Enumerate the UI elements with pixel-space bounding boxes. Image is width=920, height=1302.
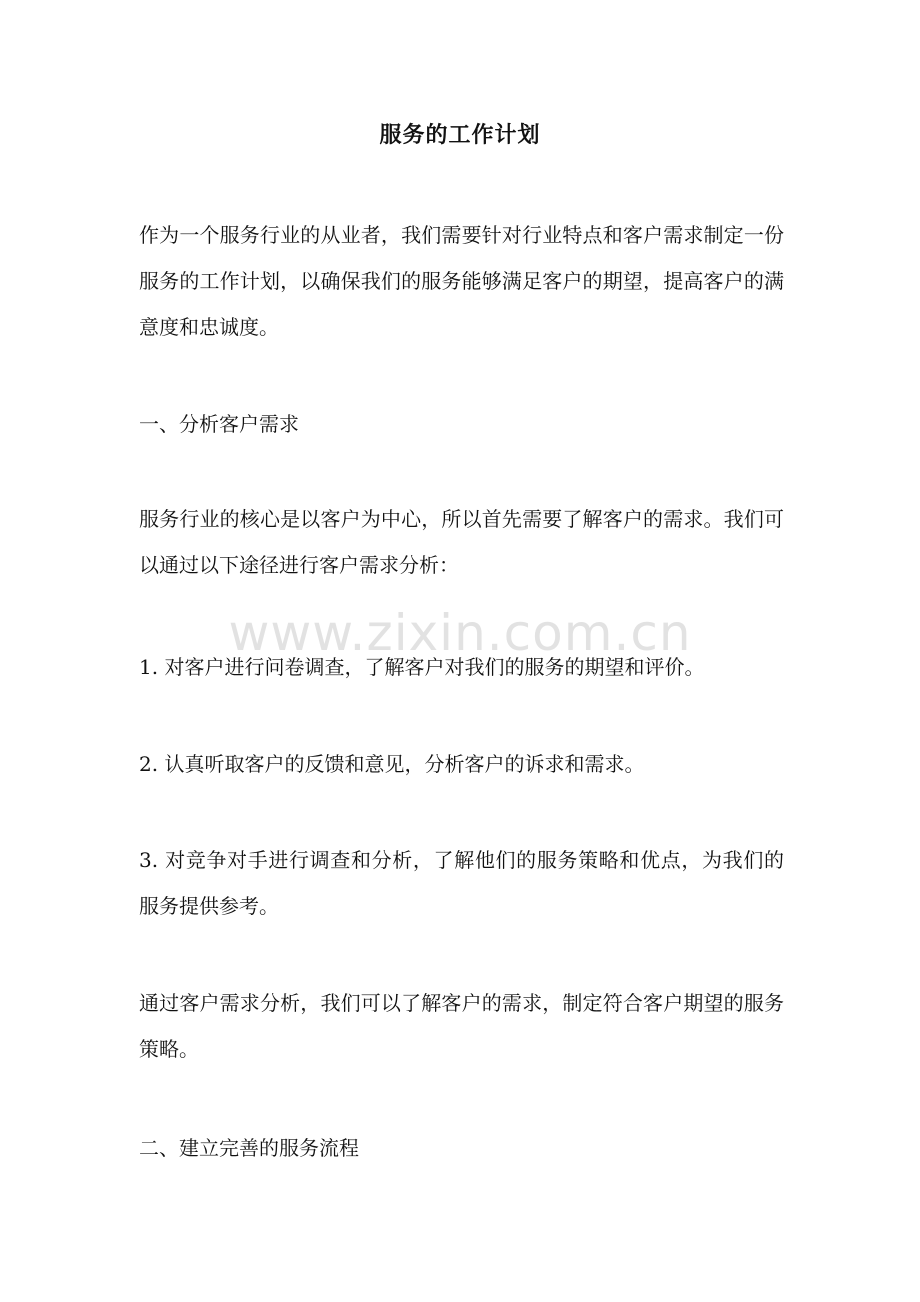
section-1-paragraph: 服务行业的核心是以客户为中心，所以首先需要了解客户的需求。我们可以通过以下途径进行客户需求分析： (139, 507, 784, 577)
summary-paragraph: 通过客户需求分析，我们可以了解客户的需求，制定符合客户期望的服务策略。 (139, 991, 784, 1061)
list-item-2: 2. 认真听取客户的反馈和意见，分析客户的诉求和需求。 (139, 752, 645, 776)
list-item-1: 1. 对客户进行问卷调查，了解客户对我们的服务的期望和评价。 (139, 655, 705, 679)
section-heading-2: 二、建立完善的服务流程 (139, 1136, 359, 1160)
intro-paragraph: 作为一个服务行业的从业者，我们需要针对行业特点和客户需求制定一份服务的工作计划，以确保我们的服务能够满足客户的期望，提高客户的满意度和忠诚度。 (139, 223, 784, 339)
list-item-3: 3. 对竞争对手进行调查和分析，了解他们的服务策略和优点，为我们的服务提供参考。 (139, 848, 784, 918)
section-heading-1: 一、分析客户需求 (139, 412, 299, 436)
document-title: 服务的工作计划 (379, 123, 541, 148)
watermark: www.zixin.com.cn (228, 604, 692, 662)
